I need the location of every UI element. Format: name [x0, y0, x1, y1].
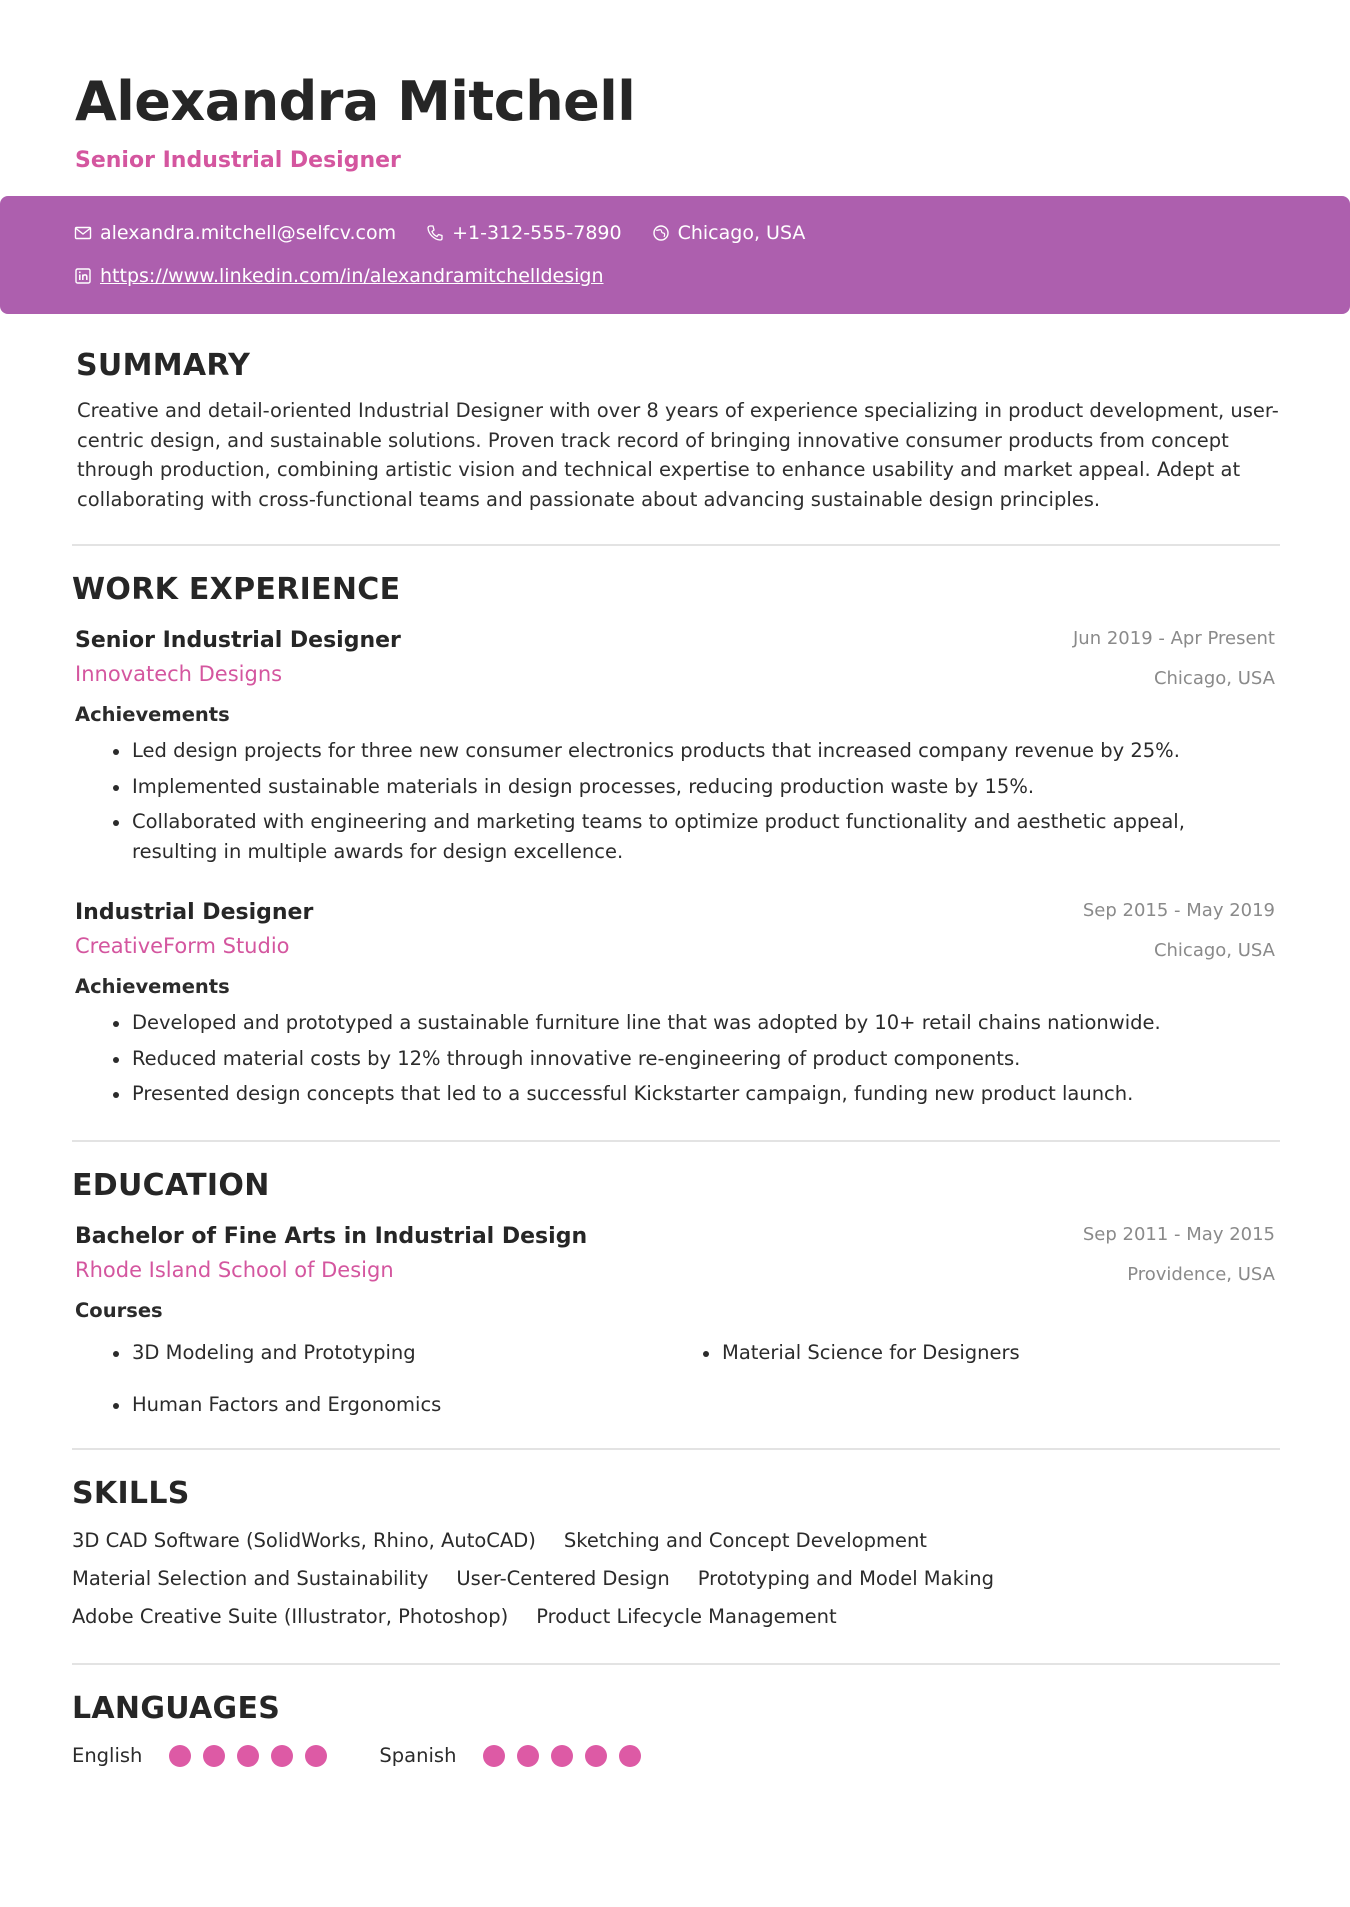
section-divider	[72, 1663, 1280, 1665]
list-item: 3D Modeling and Prototyping	[75, 1340, 416, 1366]
level-dot	[271, 1745, 293, 1767]
linkedin-icon	[74, 267, 92, 285]
achievements-list	[75, 1008, 1275, 1109]
contact-location	[652, 221, 806, 245]
level-dot	[203, 1745, 225, 1767]
summary-section	[72, 348, 1280, 514]
mail-icon	[74, 224, 92, 242]
contact-linkedin[interactable]	[74, 264, 603, 288]
level-dot	[237, 1745, 259, 1767]
list-item: Implemented sustainable materials in design processes, reducing production waste by 15%.	[75, 772, 1255, 802]
job-location: Chicago, USA	[1153, 668, 1275, 689]
skills-heading: SKILLS	[72, 1476, 190, 1511]
contact-phone[interactable]	[426, 221, 621, 245]
phone-text: +1-312-555-7890	[452, 222, 622, 244]
level-dot	[551, 1745, 573, 1767]
education-heading: EDUCATION	[72, 1168, 270, 1203]
job-entry	[75, 899, 1275, 1115]
skills-row	[72, 1566, 1280, 1592]
skill-tag: Material Selection and Sustainability	[72, 1567, 429, 1590]
job-date: Jun 2019 - Apr Present	[1073, 628, 1275, 649]
education-location: Providence, USA	[1127, 1264, 1275, 1285]
section-divider	[72, 1140, 1280, 1142]
list-item: Collaborated with engineering and marketing teams to optimize product functionality and aesthetic appeal, resulting in multiple awards for design excellence.	[75, 807, 1255, 866]
list-item: Human Factors and Ergonomics	[75, 1392, 441, 1418]
level-dot	[619, 1745, 641, 1767]
job-company: CreativeForm Studio	[75, 934, 290, 958]
contact-email[interactable]	[74, 221, 396, 245]
list-item: Presented design concepts that led to a successful Kickstarter campaign, funding new product launch.	[75, 1079, 1255, 1109]
languages-section	[72, 1691, 1280, 1769]
job-company: Innovatech Designs	[75, 662, 283, 686]
contact-row-primary	[74, 221, 835, 245]
candidate-name: Alexandra Mitchell	[75, 70, 636, 133]
list-item: Developed and prototyped a sustainable furniture line that was adopted by 10+ retail chains nationwide.	[75, 1008, 1255, 1038]
education-date: Sep 2011 - May 2015	[1082, 1224, 1275, 1245]
contact-row-secondary	[74, 264, 633, 288]
level-dot	[517, 1745, 539, 1767]
language-name: Spanish	[379, 1744, 457, 1767]
globe-icon	[652, 224, 670, 242]
list-item: Material Science for Designers	[665, 1340, 1020, 1366]
linkedin-link[interactable]: https://www.linkedin.com/in/alexandramitchelldesign	[100, 265, 604, 287]
list-item: Reduced material costs by 12% through innovative re-engineering of product components.	[75, 1044, 1255, 1074]
language-level-english	[169, 1745, 339, 1767]
job-title: Senior Industrial Designer	[75, 628, 401, 653]
education-entry	[75, 1223, 1275, 1324]
language-level-spanish	[483, 1745, 653, 1767]
skills-section	[72, 1476, 1280, 1630]
resume-header	[75, 70, 635, 174]
skills-row	[72, 1604, 1280, 1630]
skill-tag: Sketching and Concept Development	[563, 1529, 927, 1552]
level-dot	[169, 1745, 191, 1767]
level-dot	[305, 1745, 327, 1767]
languages-row	[72, 1743, 1280, 1769]
summary-heading: SUMMARY	[76, 348, 251, 383]
location-text: Chicago, USA	[677, 222, 806, 244]
email-text: alexandra.mitchell@selfcv.com	[100, 222, 397, 244]
languages-heading: LANGUAGES	[72, 1691, 281, 1726]
skill-tag: Product Lifecycle Management	[536, 1605, 837, 1628]
education-section	[72, 1168, 1280, 1204]
section-divider	[72, 1448, 1280, 1450]
contact-band	[0, 196, 1350, 314]
list-item: Led design projects for three new consumer electronics products that increased company revenue by 25%.	[75, 736, 1255, 766]
school-name: Rhode Island School of Design	[75, 1258, 394, 1282]
candidate-role: Senior Industrial Designer	[75, 148, 401, 173]
skill-tag: Prototyping and Model Making	[697, 1567, 995, 1590]
phone-icon	[426, 224, 444, 242]
job-date: Sep 2015 - May 2019	[1082, 900, 1275, 921]
courses-heading: Courses	[75, 1299, 163, 1322]
degree-title: Bachelor of Fine Arts in Industrial Design	[75, 1224, 588, 1249]
achievements-heading: Achievements	[75, 975, 230, 998]
level-dot	[585, 1745, 607, 1767]
achievements-heading: Achievements	[75, 703, 230, 726]
experience-heading: WORK EXPERIENCE	[72, 572, 401, 607]
level-dot	[483, 1745, 505, 1767]
experience-section	[72, 572, 1280, 608]
language-name: English	[72, 1744, 143, 1767]
skill-tag: User-Centered Design	[456, 1567, 670, 1590]
summary-text: Creative and detail-oriented Industrial Designer with over 8 years of experience specializing in product development, user-centric design, and sustainable solutions. Proven track record of bringing innovative consumer products from concept through production, combining artistic vision and technical expertise to enhance usability and market appeal. Adept at collaborating with cross-functional teams and passionate about advancing sustainable design principles.	[77, 399, 1279, 511]
skills-row	[72, 1528, 1280, 1554]
skill-tag: Adobe Creative Suite (Illustrator, Photoshop)	[72, 1605, 509, 1628]
job-entry	[75, 627, 1275, 872]
job-title: Industrial Designer	[75, 900, 314, 925]
skill-tag: 3D CAD Software (SolidWorks, Rhino, AutoCAD)	[72, 1529, 536, 1552]
job-location: Chicago, USA	[1153, 940, 1275, 961]
section-divider	[72, 544, 1280, 546]
achievements-list	[75, 736, 1275, 866]
